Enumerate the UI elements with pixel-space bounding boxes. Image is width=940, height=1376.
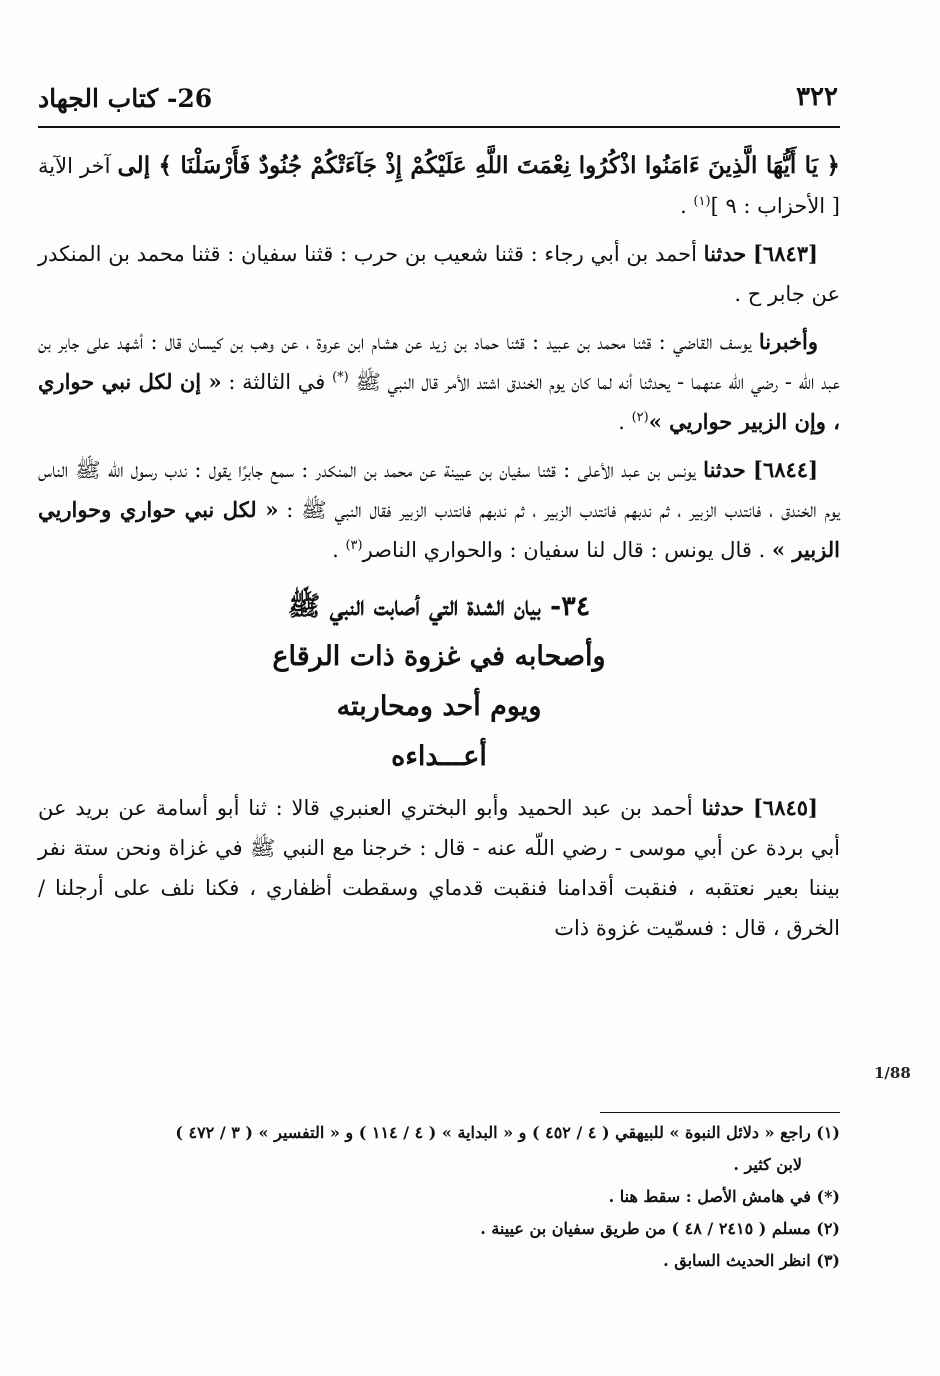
akhbarana-mid: في الثالثة : <box>228 370 326 394</box>
footnote-ref-star[interactable]: (*) <box>332 370 349 385</box>
chapter-line-1: ٣٤- بيان الشدة التي أصابت النبي ﷺ <box>287 591 591 622</box>
main-text <box>38 146 840 956</box>
prophetic-quote: « لكل نبي حواري وحواريي الزبير » <box>38 497 840 562</box>
hadith-text: أحمد بن عبد الحميد وأبو البختري العنبري قالا : ثنا أبو أسامة عن بريد عن أبي بردة عن أبي موسى - رضي اللّه عنه - قال : خرجنا مع النبي ﷺ في غزاة ونحن ستة نفر بيننا بعير نعتقبه ، فنقبت أقدامنا فنقبت قدماي وسقطت أظفاري ، فكنا نلف على أرجلنا / الخرق ، قال : فسمّيت غزوة ذات <box>38 796 840 940</box>
hadith-lead: حدثنا <box>701 795 745 820</box>
quran-tail: آخر الآية [ الأحزاب : ٩ ] <box>38 154 840 218</box>
chapter-line-4: أعـــداءه <box>391 741 487 772</box>
hadith-number: [٦٨٤٥] <box>752 795 818 820</box>
quran-end: . <box>680 194 694 218</box>
hadith-number: [٦٨٤٤] <box>753 457 818 482</box>
footnote-1-continued: لابن كثير . <box>733 1155 802 1174</box>
footnote-ref-1[interactable]: (١) <box>693 194 711 209</box>
footnote-1: (١) راجع « دلائل النبوة » للبيهقي ( ٤ / ٤٥٢ ) و « البداية » ( ٤ / ١١٤ ) و « التفسير » ( ٣ / ٤٧٢ ) <box>175 1123 840 1142</box>
header-rule <box>38 126 840 128</box>
hadith-6845 <box>38 788 840 948</box>
hadith-6844 <box>38 450 840 570</box>
chapter-line-3: ويوم أحد ومحاربته <box>336 691 542 722</box>
hadith-end: . <box>332 538 346 562</box>
footnotes <box>38 1118 840 1278</box>
footnote-star: (*) في هامش الأصل : سقط هنا . <box>608 1187 840 1206</box>
footnote-ref-2[interactable]: (٢) <box>631 410 649 425</box>
footnote-rule <box>600 1112 840 1113</box>
footnote-3: (٣) انظر الحديث السابق . <box>663 1251 840 1270</box>
hadith-lead: حدثنا <box>703 241 747 266</box>
footnote-2: (٢) مسلم ( ٢٤١٥ / ٤٨ ) من طريق سفيان بن عيينة . <box>480 1219 840 1238</box>
akhbarana-end: . <box>618 410 632 434</box>
page-number: ٣٢٢ <box>796 82 838 112</box>
akhbarana-paragraph <box>38 322 840 442</box>
hadith-text: أحمد بن أبي رجاء : قثنا شعيب بن حرب : قثنا سفيان : قثنا محمد بن المنكدر عن جابر ح . <box>38 242 840 306</box>
chapter-line-2: وأصحابه في غزوة ذات الرقاع <box>272 641 606 672</box>
book-title: 26- كتاب الجهاد <box>38 84 213 113</box>
chapter-heading <box>38 582 840 782</box>
hadith-tail: . قال يونس : قال لنا سفيان : والحواري الناصر <box>362 538 766 562</box>
hadith-lead: حدثنا <box>703 457 746 482</box>
hadith-text: يونس بن عبد الأعلى : قثنا سفيان بن عيينة عن محمد بن المنكدر : سمع جابرًا يقول : ندب رسول اللّه ﷺ الناس يوم الخندق ، فانتدب الزبير ، ثم ندبهم فانتدب الزبير ، ثم ندبهم فانتدب الزبير فقال النبي ﷺ : <box>38 458 841 522</box>
page-header <box>38 78 838 122</box>
footnote-ref-3[interactable]: (٣) <box>345 538 363 553</box>
hadith-6843 <box>38 234 840 314</box>
quran-paragraph <box>38 146 840 226</box>
hadith-number: [٦٨٤٣] <box>752 241 818 266</box>
quran-verse: ﴿ يَا أَيُّهَا الَّذِينَ ءَامَنُوا اذْكُرُوا نِعْمَتَ اللَّهِ عَلَيْكُمْ إِذْ جَآءَتْكُمْ جُنُودٌ فَأَرْسَلْنَا ﴾ إلى <box>117 152 840 179</box>
akhbarana-lead: وأخبرنا <box>758 329 818 354</box>
prophetic-quote: « إن لكل نبي حواري ، وإن الزبير حواريي » <box>38 369 840 434</box>
akhbarana-text: يوسف القاضي : قثنا محمد بن عبيد : قثنا حماد بن زيد عن هشام ابن عروة ، عن وهب بن كيسان قال : أشهد على جابر بن عبد اللّه - رضي اللّه عنهما - يحدثنا أنه لما كان يوم الخندق اشتد الأمر قال النبي ﷺ <box>38 330 841 394</box>
margin-folio-note: 1/88 <box>874 1064 911 1082</box>
